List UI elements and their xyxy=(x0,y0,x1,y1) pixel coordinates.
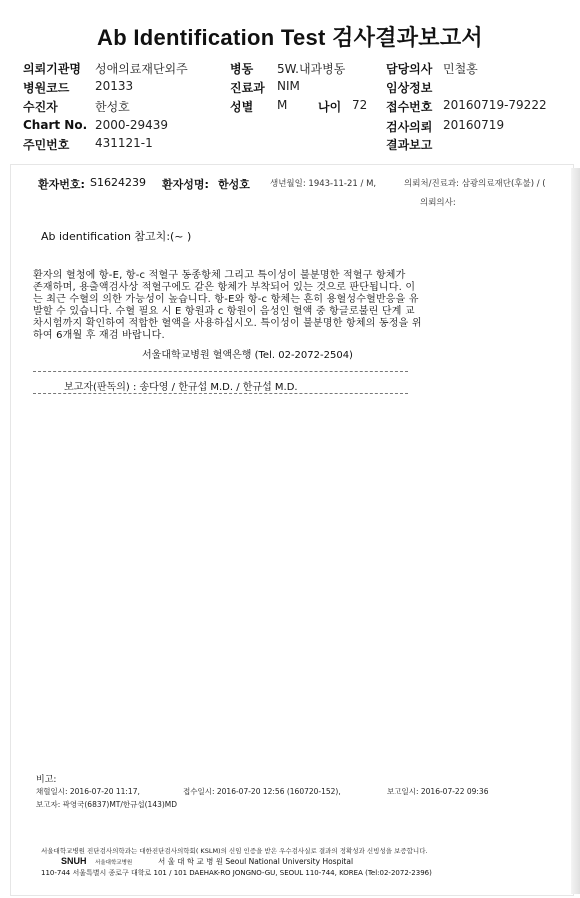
label-patient: 수진자 xyxy=(23,100,58,114)
interpretation-line-2: 존재하며, 용출액검사상 적혈구에도 같은 항체가 부착되어 있는 것으로 판단됩니다. 이 xyxy=(33,282,416,293)
label-request-date: 검사의뢰 xyxy=(386,120,433,134)
divider-bottom xyxy=(33,393,408,394)
label-requesting-institution: 의뢰기관명 xyxy=(23,62,81,76)
reporter-line: 보고자(판독의) : 송다영 / 한규섭 M.D. / 한규섭 M.D. xyxy=(64,382,298,393)
value-department: NIM xyxy=(277,79,300,93)
blood-bank-contact: 서울대학교병원 혈액은행 (Tel. 02-2072-2504) xyxy=(142,350,353,361)
receipt-datetime: 접수일시: 2016-07-20 12:56 (160720-152), xyxy=(183,787,341,796)
label-age: 나이 xyxy=(318,100,342,114)
patient-no: S1624239 xyxy=(90,176,146,189)
label-clinical-info: 임상정보 xyxy=(386,81,433,95)
value-ward: 5W.내과병동 xyxy=(277,62,346,76)
dob-info: 생년월일: 1943-11-21 / M, xyxy=(270,179,377,189)
interpretation-line-4: 발할 수 있습니다. 수혈 필요 시 E 항원과 c 항원이 음성인 혈액 중 항글로불린 단계 교 xyxy=(33,306,415,317)
report-title: Ab Identification Test 검사결과보고서 xyxy=(97,25,483,50)
label-accession-no: 접수번호 xyxy=(386,100,433,114)
value-attending-doctor: 민철홍 xyxy=(443,62,478,76)
interpretation-line-3: 는 최근 수혈의 의한 가능성이 높습니다. 항-E와 항-c 항체는 흔히 용혈성수혈반응을 유 xyxy=(33,294,419,305)
hospital-name: 서 울 대 학 교 병 원 Seoul National University Hospital xyxy=(158,857,354,866)
report-datetime: 보고일시: 2016-07-22 09:36 xyxy=(387,787,489,796)
label-ward: 병동 xyxy=(230,62,254,76)
certification-statement: 서울대학교병원 진단검사의학과는 대한진단검사의학회( KSLM)의 신임 인증을 받은 우수검사실로 결과의 정확성과 신빙성을 보증합니다. xyxy=(41,847,428,855)
value-resident-no: 431121-1 xyxy=(95,136,153,150)
dept-info: 의뢰처/진료과: 삼광의료재단(후불) / ( xyxy=(404,179,546,189)
value-chart-no: 2000-29439 xyxy=(95,118,169,132)
reference-heading: Ab identification 참고치:(~ ) xyxy=(41,230,192,243)
value-patient: 한성호 xyxy=(95,100,130,114)
patient-name: 한성호 xyxy=(218,178,250,191)
snuh-logo: SNUH xyxy=(61,856,87,866)
label-resident-no: 주민번호 xyxy=(23,138,70,152)
interpretation-line-5: 차시험까지 확인하여 적합한 혈액을 사용하십시오. 특이성이 불분명한 항체의 동정을 위 xyxy=(33,318,422,329)
value-sex: M xyxy=(277,98,288,112)
sheet-shadow xyxy=(571,168,580,894)
label-sex: 성별 xyxy=(230,100,254,114)
reporters-line: 보고자: 곽영국(6837)MT/한규섭(143)MD xyxy=(36,800,178,809)
value-hospital-code: 20133 xyxy=(95,79,134,93)
collection-datetime: 채혈일시: 2016-07-20 11:17, xyxy=(36,787,140,796)
label-attending-doctor: 담당의사 xyxy=(386,62,433,76)
value-requesting-institution: 성애의료재단외주 xyxy=(95,62,188,76)
interpretation-line-1: 환자의 혈청에 항-E, 항-c 적혈구 동종항체 그리고 특이성이 불분명한 적혈구 항체가 xyxy=(33,270,406,281)
patient-no-label: 환자번호: xyxy=(38,178,85,191)
hospital-address: 110-744 서울특별시 종로구 대학로 101 / 101 DAEHAK-RO JONGNO-GU, SEOUL 110-744, KOREA (Tel:02-2072-2396) xyxy=(41,869,432,877)
value-request-date: 20160719 xyxy=(443,118,505,132)
label-hospital-code: 병원코드 xyxy=(23,81,70,95)
divider-top xyxy=(33,371,408,372)
patient-name-label: 환자성명: xyxy=(162,178,209,191)
value-accession-no: 20160719-79222 xyxy=(443,98,547,112)
label-department: 진료과 xyxy=(230,81,265,95)
value-age: 72 xyxy=(352,98,368,112)
label-result-report: 결과보고 xyxy=(386,138,433,152)
snuh-logo-small: 서울대학교병원 xyxy=(95,860,133,866)
label-chart-no: Chart No. xyxy=(23,118,88,132)
interpretation-line-6: 하여 6개월 후 재검 바랍니다. xyxy=(33,330,165,341)
doctor-label: 의뢰의사: xyxy=(420,198,456,208)
remark-label: 비고: xyxy=(36,775,57,785)
